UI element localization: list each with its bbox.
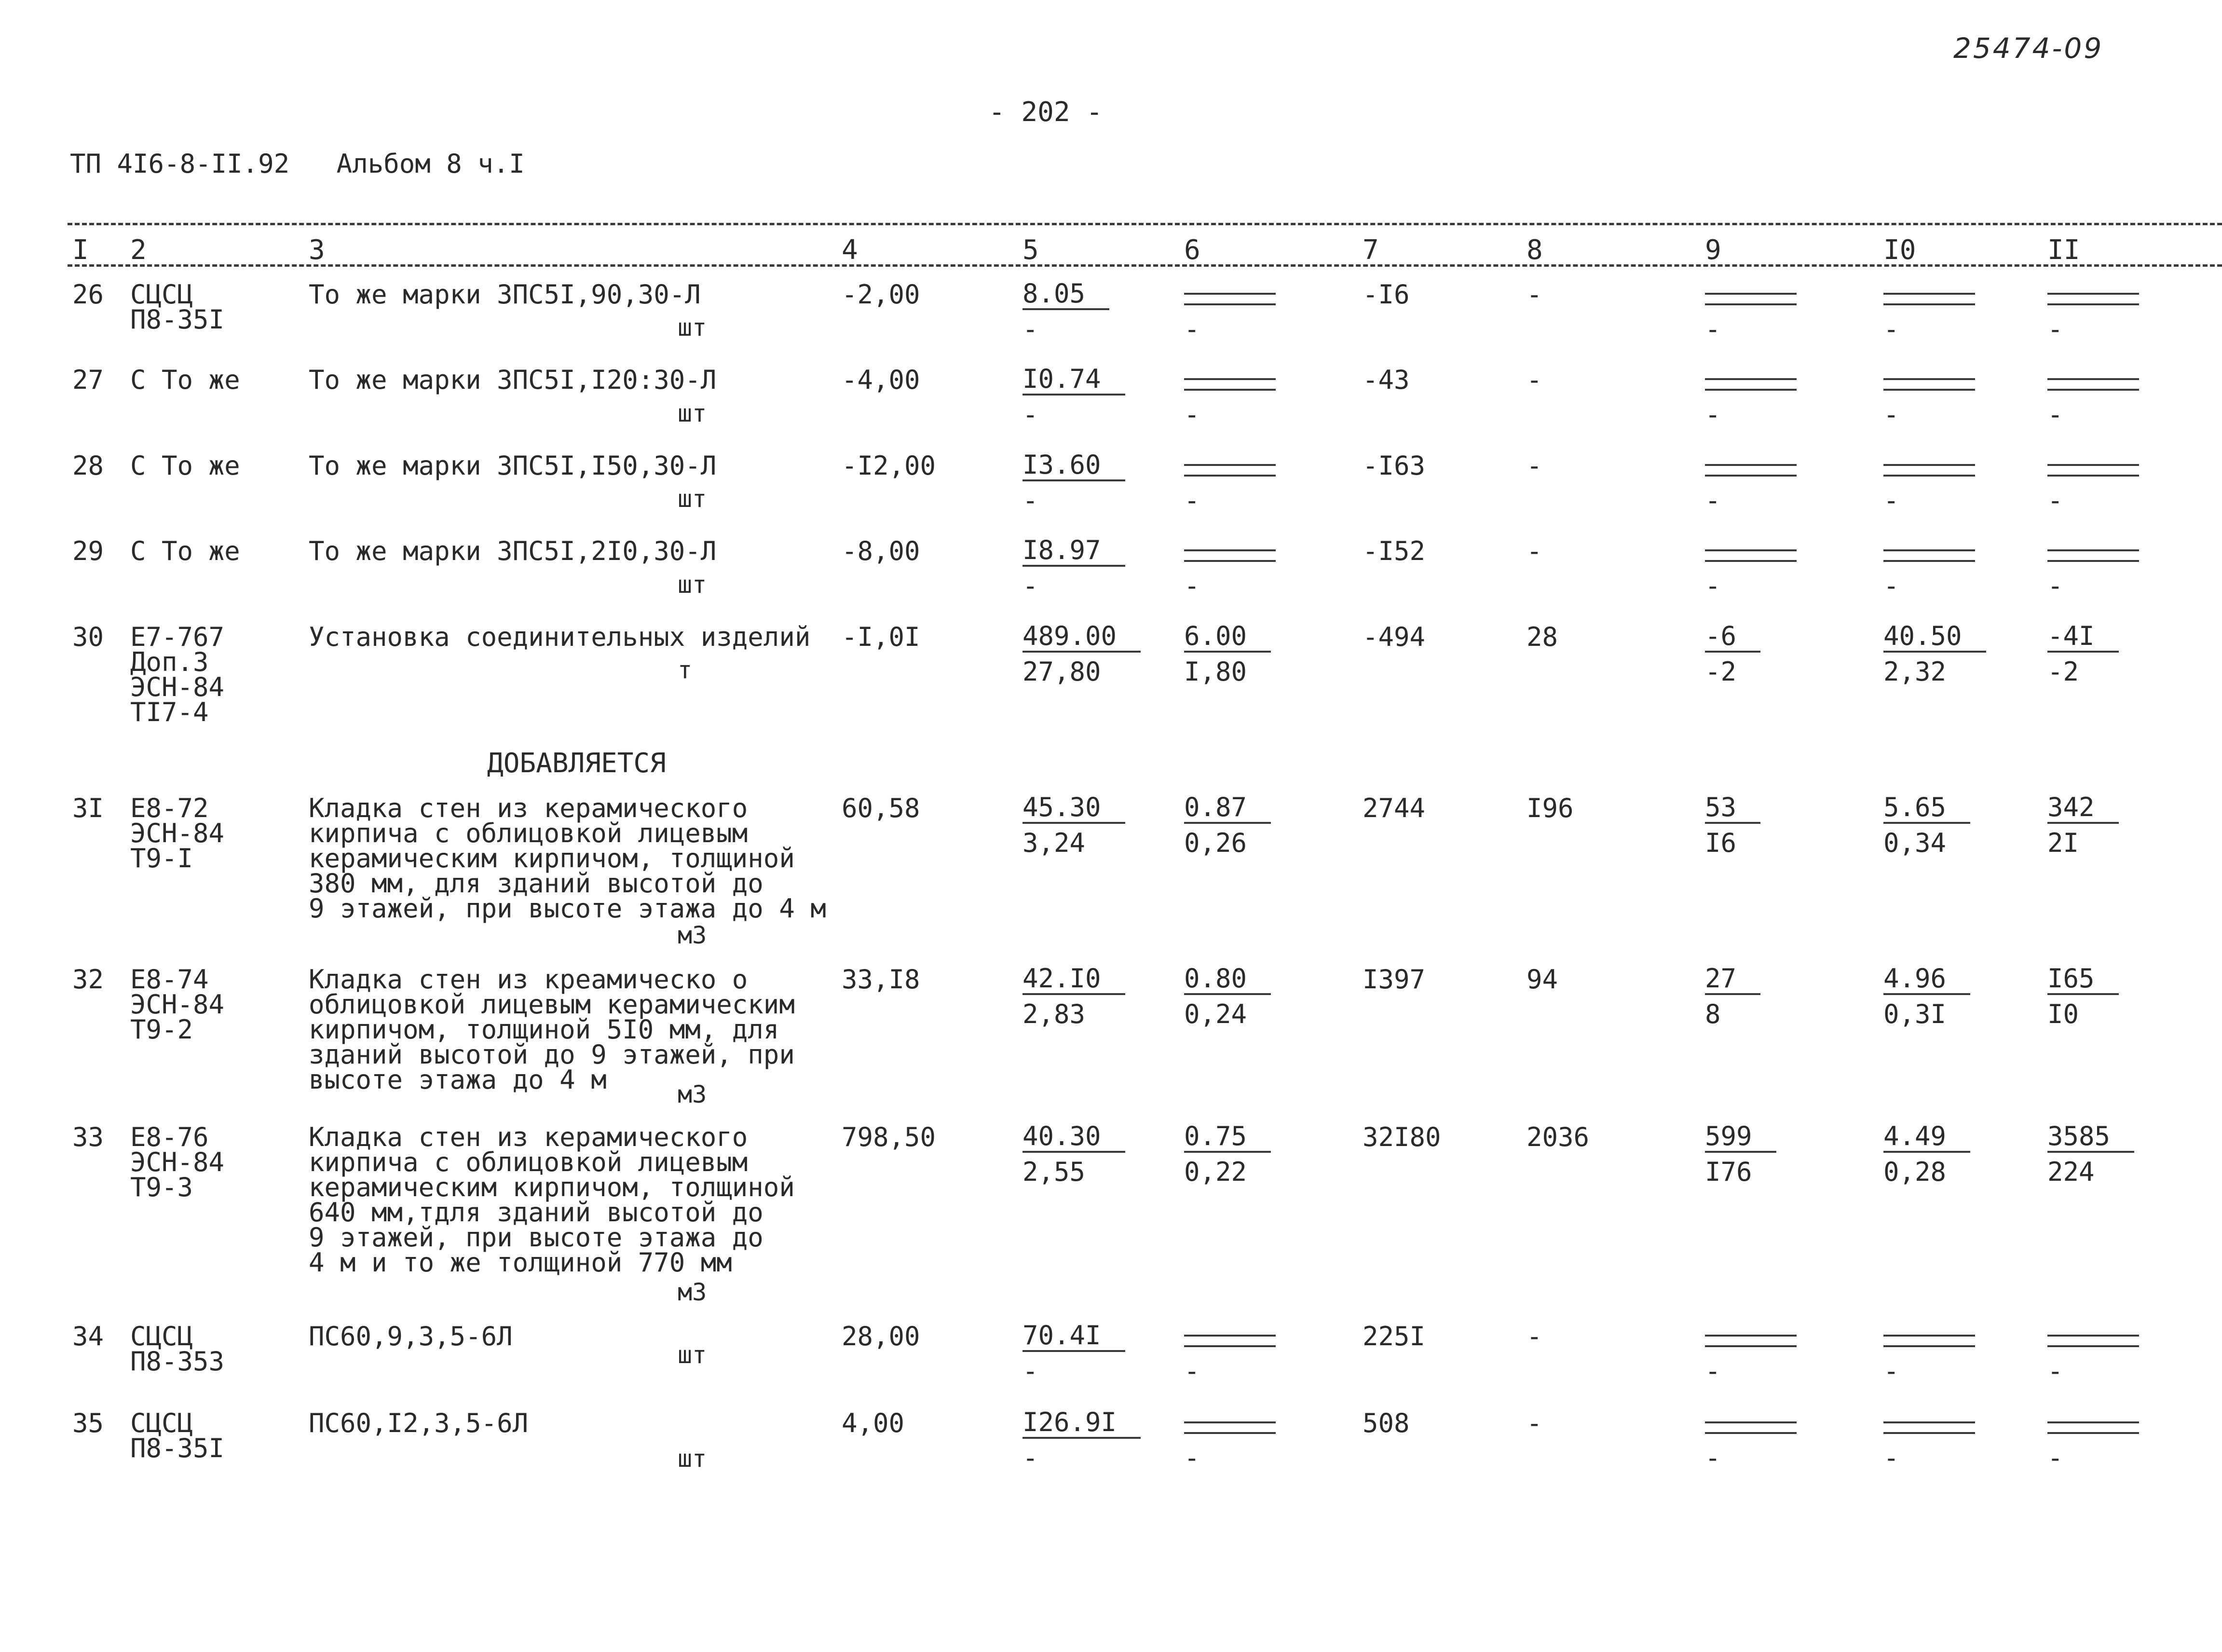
- same-value-mark: [1184, 549, 1276, 562]
- same-value-mark: [1705, 1421, 1797, 1434]
- machine-cost: [1184, 536, 1276, 566]
- labor-unit: [1883, 1321, 1975, 1351]
- unit-cost: I0.74: [1022, 365, 1125, 396]
- machine-wage-total: 8: [1705, 999, 1721, 1029]
- same-value-mark: [2047, 549, 2139, 562]
- labor-machine-unit: -: [1883, 1356, 1899, 1386]
- work-description: Кладка стен из керамического кирпича с облицовкой лицевым керамическим кирпичом, толщиной 380 мм, для зданий высотой до 9 этажей, при высоте этажа до 4 м: [309, 793, 826, 924]
- unit-of-measure: шт: [678, 571, 707, 599]
- row-number: 30: [72, 622, 104, 652]
- labor-machine-unit: -: [1883, 1443, 1899, 1473]
- row-number: 35: [72, 1408, 104, 1438]
- norm-code: Е8-76 ЭСН-84 Т9-3: [130, 1122, 225, 1202]
- labor-machine-unit: 0,3I: [1883, 999, 1947, 1029]
- unit-cost: 8.05: [1022, 279, 1109, 310]
- same-value-mark: [1705, 1335, 1797, 1347]
- total-wages: -: [1527, 1408, 1542, 1438]
- labor-machine-total: -: [2047, 399, 2063, 430]
- machine-cost: [1184, 279, 1276, 309]
- machine-wage: -: [1184, 485, 1200, 516]
- machine-wage-total: I6: [1705, 828, 1737, 858]
- labor-unit: 4.49: [1883, 1122, 1970, 1153]
- unit-wage: -: [1022, 399, 1038, 430]
- quantity: 28,00: [842, 1321, 920, 1352]
- unit-cost: I3.60: [1022, 451, 1125, 481]
- same-value-mark: [2047, 293, 2139, 305]
- quantity: -4,00: [842, 365, 920, 395]
- machine-wage: I,80: [1184, 656, 1247, 687]
- same-value-mark: [1705, 378, 1797, 391]
- total-cost: -494: [1363, 622, 1426, 652]
- machine-cost: [1184, 1408, 1276, 1438]
- unit-of-measure: м3: [678, 1278, 707, 1306]
- total-wages: 28: [1527, 622, 1558, 652]
- labor-machine-unit: 2,32: [1883, 656, 1947, 687]
- row-number: 34: [72, 1321, 104, 1352]
- work-description: Кладка стен из керамического кирпича с облицовкой лицевым керамическим кирпичом, толщиной 640 мм,тдля зданий высотой до 9 этажей, при высоте этажа до 4 м и то же толщиной 770 мм: [309, 1122, 795, 1278]
- row-number: 26: [72, 279, 104, 310]
- work-description: То же марки 3ПС5I,90,30-Л: [309, 279, 701, 310]
- unit-of-measure: шт: [678, 399, 707, 427]
- labor-machine-unit: -: [1883, 571, 1899, 601]
- work-description: То же марки 3ПС5I,I20:30-Л: [309, 365, 717, 395]
- machine-wage: 0,24: [1184, 999, 1247, 1029]
- total-cost: -43: [1363, 365, 1410, 395]
- same-value-mark: [1184, 1335, 1276, 1347]
- column-header: 9: [1705, 234, 1721, 266]
- labor-unit: [1883, 279, 1975, 309]
- row-number: 27: [72, 365, 104, 395]
- column-header: 4: [842, 234, 858, 266]
- labor-machine-total: -: [2047, 1356, 2063, 1386]
- norm-code: С То же: [130, 451, 240, 481]
- labor-machine-total: -: [2047, 1443, 2063, 1473]
- column-header: 6: [1184, 234, 1200, 266]
- machine-total: [1705, 1408, 1797, 1438]
- page-number: - 202 -: [989, 96, 1103, 128]
- unit-wage: -: [1022, 314, 1038, 344]
- work-description: Установка соединительных изделий: [309, 622, 811, 652]
- header-top-rule: [68, 223, 2222, 225]
- labor-total: I65: [2047, 964, 2119, 995]
- machine-total: [1705, 451, 1797, 480]
- unit-wage: 3,24: [1022, 828, 1086, 858]
- total-wages: -: [1527, 536, 1542, 566]
- labor-machine-unit: 0,34: [1883, 828, 1947, 858]
- row-number: 32: [72, 964, 104, 995]
- labor-unit: [1883, 451, 1975, 480]
- document-number: 25474-09: [1953, 32, 2104, 65]
- row-number: 33: [72, 1122, 104, 1152]
- same-value-mark: [2047, 1421, 2139, 1434]
- same-value-mark: [1184, 1421, 1276, 1434]
- work-description: Кладка стен из креамическо о облицовкой лицевым керамическим кирпичом, толщиной 5I0 мм, для зданий высотой до 9 этажей, при высоте этажа до 4 м: [309, 964, 795, 1095]
- machine-cost: [1184, 451, 1276, 480]
- labor-total: [2047, 279, 2139, 309]
- labor-machine-unit: -: [1883, 314, 1899, 344]
- labor-unit: [1883, 365, 1975, 395]
- norm-code: Е7-767 Доп.3 ЭСН-84 ТI7-4: [130, 622, 225, 727]
- unit-of-measure: м3: [678, 921, 707, 949]
- machine-cost: [1184, 1321, 1276, 1351]
- unit-cost: I8.97: [1022, 536, 1125, 567]
- labor-machine-total: -: [2047, 314, 2063, 344]
- unit-of-measure: м3: [678, 1080, 707, 1108]
- total-wages: 94: [1527, 964, 1558, 995]
- unit-wage: -: [1022, 1356, 1038, 1386]
- same-value-mark: [1883, 464, 1975, 477]
- labor-machine-unit: 0,28: [1883, 1157, 1947, 1187]
- total-wages: -: [1527, 365, 1542, 395]
- column-header: 8: [1527, 234, 1543, 266]
- machine-wage: -: [1184, 571, 1200, 601]
- column-header: 3: [309, 234, 325, 266]
- labor-unit: 4.96: [1883, 964, 1970, 995]
- machine-wage-total: -: [1705, 571, 1721, 601]
- total-wages: 2036: [1527, 1122, 1590, 1152]
- total-cost: -I52: [1363, 536, 1426, 566]
- norm-code: Е8-74 ЭСН-84 Т9-2: [130, 964, 225, 1045]
- same-value-mark: [1184, 464, 1276, 477]
- unit-cost: 489.00: [1022, 622, 1141, 653]
- labor-unit: [1883, 1408, 1975, 1438]
- machine-total: 27: [1705, 964, 1760, 995]
- total-wages: I96: [1527, 793, 1574, 823]
- unit-wage: 27,80: [1022, 656, 1101, 687]
- total-cost: -I6: [1363, 279, 1410, 310]
- unit-cost: 70.4I: [1022, 1321, 1125, 1352]
- machine-total: [1705, 1321, 1797, 1351]
- labor-total: [2047, 365, 2139, 395]
- same-value-mark: [2047, 464, 2139, 477]
- unit-cost: I26.9I: [1022, 1408, 1141, 1439]
- unit-of-measure: шт: [678, 1341, 707, 1369]
- unit-wage: 2,83: [1022, 999, 1086, 1029]
- unit-cost: 40.30: [1022, 1122, 1125, 1153]
- unit-of-measure: шт: [678, 314, 707, 341]
- same-value-mark: [2047, 1335, 2139, 1347]
- same-value-mark: [1883, 1421, 1975, 1434]
- quantity: -I2,00: [842, 451, 936, 481]
- same-value-mark: [1705, 549, 1797, 562]
- quantity: 60,58: [842, 793, 920, 823]
- unit-wage: -: [1022, 571, 1038, 601]
- quantity: 33,I8: [842, 964, 920, 995]
- same-value-mark: [1883, 549, 1975, 562]
- machine-wage-total: -: [1705, 1356, 1721, 1386]
- unit-of-measure: шт: [678, 485, 707, 513]
- machine-cost: 0.87: [1184, 793, 1271, 824]
- unit-cost: 42.I0: [1022, 964, 1125, 995]
- labor-unit: 40.50: [1883, 622, 1986, 653]
- machine-wage-total: -: [1705, 399, 1721, 430]
- album-title: ТП 4I6-8-II.92 Альбом 8 ч.I: [70, 149, 525, 179]
- machine-total: 53: [1705, 793, 1760, 824]
- total-cost: -I63: [1363, 451, 1426, 481]
- machine-wage-total: I76: [1705, 1157, 1752, 1187]
- same-value-mark: [1883, 378, 1975, 391]
- labor-machine-unit: -: [1883, 399, 1899, 430]
- machine-wage: -: [1184, 314, 1200, 344]
- work-description: То же марки 3ПС5I,I50,30-Л: [309, 451, 717, 481]
- column-header: I: [72, 234, 89, 266]
- column-header: 5: [1022, 234, 1039, 266]
- labor-machine-total: 224: [2047, 1157, 2095, 1187]
- machine-wage-total: -2: [1705, 656, 1737, 687]
- machine-wage: -: [1184, 1356, 1200, 1386]
- total-wages: -: [1527, 1321, 1542, 1352]
- labor-total: 342: [2047, 793, 2119, 824]
- total-wages: -: [1527, 279, 1542, 310]
- labor-machine-total: -: [2047, 485, 2063, 516]
- labor-machine-total: I0: [2047, 999, 2079, 1029]
- labor-total: [2047, 451, 2139, 480]
- norm-code: СЦСЦ П8-353: [130, 1321, 225, 1377]
- work-description: ПС60,I2,3,5-6Л: [309, 1408, 529, 1438]
- total-cost: 2744: [1363, 793, 1426, 823]
- norm-code: СЦСЦ П8-35I: [130, 1408, 225, 1463]
- machine-total: [1705, 279, 1797, 309]
- quantity: 798,50: [842, 1122, 936, 1152]
- machine-total: 599: [1705, 1122, 1776, 1153]
- same-value-mark: [1883, 1335, 1975, 1347]
- machine-wage: -: [1184, 399, 1200, 430]
- unit-wage: -: [1022, 1443, 1038, 1473]
- unit-cost: 45.30: [1022, 793, 1125, 824]
- same-value-mark: [1705, 293, 1797, 305]
- unit-wage: -: [1022, 485, 1038, 516]
- labor-unit: 5.65: [1883, 793, 1970, 824]
- labor-machine-total: 2I: [2047, 828, 2079, 858]
- labor-machine-total: -: [2047, 571, 2063, 601]
- norm-code: С То же: [130, 536, 240, 566]
- same-value-mark: [1705, 464, 1797, 477]
- machine-total: [1705, 536, 1797, 566]
- same-value-mark: [2047, 378, 2139, 391]
- machine-cost: [1184, 365, 1276, 395]
- row-number: 29: [72, 536, 104, 566]
- work-description: То же марки 3ПС5I,2I0,30-Л: [309, 536, 717, 566]
- machine-wage-total: -: [1705, 485, 1721, 516]
- work-description: ПС60,9,3,5-6Л: [309, 1321, 513, 1352]
- machine-wage: 0,26: [1184, 828, 1247, 858]
- same-value-mark: [1883, 293, 1975, 305]
- machine-wage: 0,22: [1184, 1157, 1247, 1187]
- labor-machine-unit: -: [1883, 485, 1899, 516]
- unit-of-measure: шт: [678, 1445, 707, 1473]
- norm-code: СЦСЦ П8-35I: [130, 279, 225, 335]
- quantity: 4,00: [842, 1408, 905, 1438]
- section-title: ДОБАВЛЯЕТСЯ: [487, 748, 666, 779]
- norm-code: С То же: [130, 365, 240, 395]
- labor-total: [2047, 536, 2139, 566]
- same-value-mark: [1184, 293, 1276, 305]
- labor-machine-total: -2: [2047, 656, 2079, 687]
- column-header: 2: [130, 234, 147, 266]
- machine-cost: 6.00: [1184, 622, 1271, 653]
- machine-wage: -: [1184, 1443, 1200, 1473]
- norm-code: Е8-72 ЭСН-84 Т9-I: [130, 793, 225, 874]
- machine-wage-total: -: [1705, 1443, 1721, 1473]
- unit-of-measure: т: [678, 656, 693, 684]
- total-cost: 32I80: [1363, 1122, 1441, 1152]
- quantity: -2,00: [842, 279, 920, 310]
- quantity: -I,0I: [842, 622, 920, 652]
- machine-cost: 0.75: [1184, 1122, 1271, 1153]
- column-header: 7: [1363, 234, 1379, 266]
- quantity: -8,00: [842, 536, 920, 566]
- same-value-mark: [1184, 378, 1276, 391]
- labor-total: [2047, 1321, 2139, 1351]
- total-cost: I397: [1363, 964, 1426, 995]
- row-number: 3I: [72, 793, 104, 823]
- total-wages: -: [1527, 451, 1542, 481]
- machine-total: -6: [1705, 622, 1760, 653]
- labor-total: [2047, 1408, 2139, 1438]
- column-header: I0: [1883, 234, 1916, 266]
- column-header: II: [2047, 234, 2080, 266]
- total-cost: 225I: [1363, 1321, 1426, 1352]
- labor-total: -4I: [2047, 622, 2119, 653]
- machine-total: [1705, 365, 1797, 395]
- unit-wage: 2,55: [1022, 1157, 1086, 1187]
- labor-unit: [1883, 536, 1975, 566]
- labor-total: 3585: [2047, 1122, 2134, 1153]
- total-cost: 508: [1363, 1408, 1410, 1438]
- machine-wage-total: -: [1705, 314, 1721, 344]
- row-number: 28: [72, 451, 104, 481]
- machine-cost: 0.80: [1184, 964, 1271, 995]
